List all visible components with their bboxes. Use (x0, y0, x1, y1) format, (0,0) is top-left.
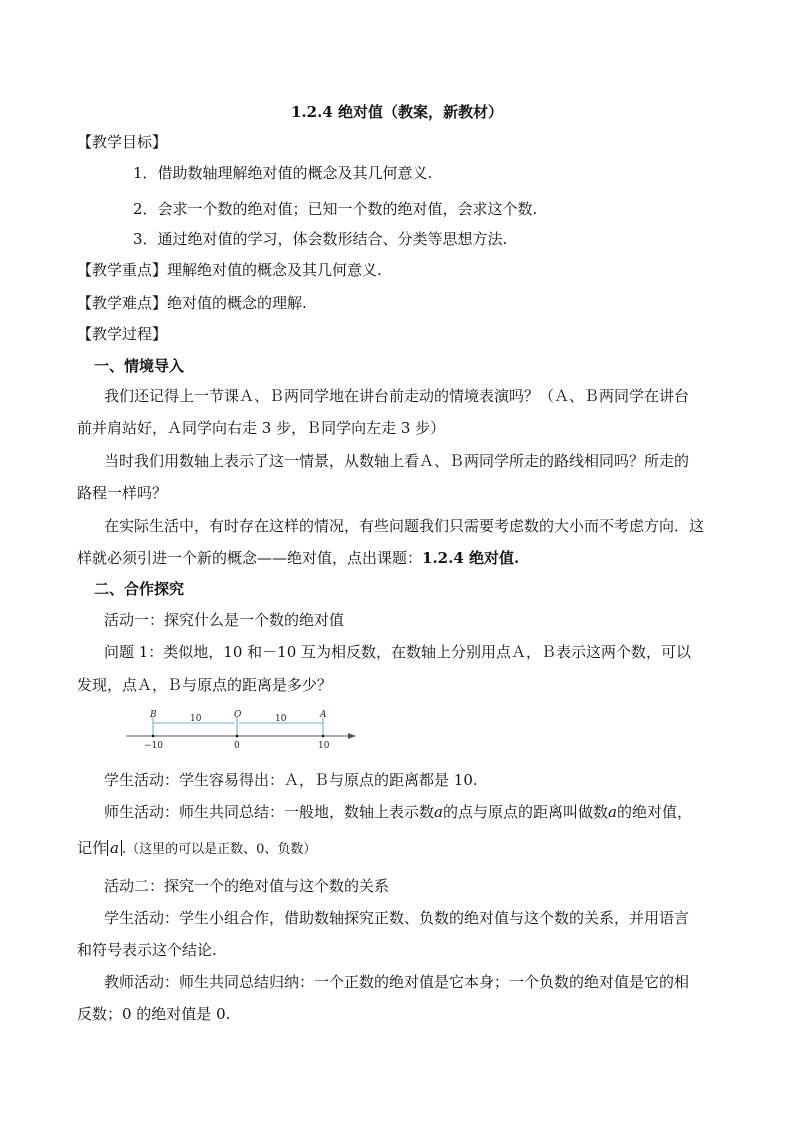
tick-label-0: 0 (234, 741, 240, 751)
goal-2: 2．会求一个数的绝对值；已知一个数的绝对值，会求这个数. (133, 200, 538, 218)
difficulty-text: 绝对值的概念的理解. (167, 294, 307, 312)
label-point-a: A (320, 710, 327, 720)
number-line-figure (120, 706, 360, 752)
difficulty-label: 【教学难点】 (77, 294, 168, 312)
question1-line2: 发现，点Ａ，Ｂ与原点的距离是多少？ (77, 676, 333, 694)
point-b-marker (152, 735, 155, 738)
label-seg-right: 10 (275, 714, 287, 724)
variable-a: a (434, 803, 443, 821)
para3-line1: 在实际生活中，有时存在这样的情况，有些问题我们只需要考虑数的大小而不考虑方向．这 (104, 517, 705, 535)
teacher-activity-1-part-c: 的绝对值， (616, 803, 692, 821)
goal-1: 1．借助数轴理解绝对值的概念及其几何意义. (133, 164, 433, 182)
student-activity-1: 学生活动：学生容易得出：Ａ，Ｂ与原点的距离都是 10. (104, 771, 478, 789)
lesson-topic: 1.2.4 绝对值. (422, 549, 520, 567)
label-seg-left: 10 (190, 714, 202, 724)
teacher-activity-1-part-b: 的点与原点的距离叫做数 (442, 803, 608, 821)
label-point-b: B (150, 710, 157, 720)
para3-text: 样就必须引进一个新的概念——绝对值，点出课题： (77, 549, 423, 567)
tick-label-neg10: −10 (144, 741, 163, 751)
para3-line2 (77, 548, 519, 568)
question1-line1: 问题 1：类似地，10 和－10 互为相反数，在数轴上分别用点Ａ，Ｂ表示这两个数，可以 (104, 643, 692, 661)
axis-arrow (348, 733, 356, 739)
difficulty-line (77, 293, 307, 313)
part2-heading: 二、合作探究 (94, 580, 185, 598)
activity2-title: 活动二：探究一个的绝对值与这个数的关系 (104, 877, 390, 895)
key-point-label: 【教学重点】 (77, 261, 168, 279)
goal-3: 3．通过绝对值的学习，体会数形结合、分类等思想方法. (133, 230, 508, 248)
part1-heading: 一、情境导入 (94, 357, 185, 375)
document-title: 1.2.4 绝对值（教案，新教材） (291, 103, 503, 121)
para1-line2: 前并肩站好，Ａ同学向右走 3 步，Ｂ同学向左走 3 步） (77, 419, 446, 437)
point-a-marker (322, 735, 325, 738)
point-o-marker (236, 735, 239, 738)
number-line-svg (120, 706, 360, 752)
teacher-activity-2-line1: 教师活动：师生共同总结归纳：一个正数的绝对值是它本身；一个负数的绝对值是它的相 (104, 973, 690, 991)
activity1-title: 活动一：探究什么是一个数的绝对值 (104, 611, 345, 629)
notation-prefix: 记作 (77, 839, 108, 857)
absolute-value-notation: a (107, 840, 122, 856)
process-heading: 【教学过程】 (77, 325, 168, 343)
notation-line (77, 838, 316, 860)
tick-label-10: 10 (318, 741, 330, 751)
para2-line2: 路程一样吗？ (77, 484, 168, 502)
teacher-activity-1-part-a: 师生活动：师生共同总结：一般地，数轴上表示数 (104, 803, 435, 821)
label-point-o: O (234, 710, 242, 720)
teacher-activity-1 (104, 802, 692, 822)
goals-heading: 【教学目标】 (77, 133, 168, 151)
notation-suffix: .（这里的可以是正数、0、负数） (121, 842, 317, 857)
para2-line1: 当时我们用数轴上表示了这一情景，从数轴上看Ａ、Ｂ两同学所走的路线相同吗？所走的 (104, 452, 690, 470)
teacher-activity-2-line2: 反数；0 的绝对值是 0. (77, 1005, 231, 1023)
para1-line1: 我们还记得上一节课Ａ、Ｂ两同学地在讲台前走动的情境表演吗？（Ａ、Ｂ两同学在讲台 (104, 387, 690, 405)
student-activity-2-line1: 学生活动：学生小组合作，借助数轴探究正数、负数的绝对值与这个数的关系，并用语言 (104, 909, 690, 927)
key-point-text: 理解绝对值的概念及其几何意义. (167, 261, 382, 279)
student-activity-2-line2: 和符号表示这个结论. (77, 941, 217, 959)
key-point-line (77, 260, 382, 280)
variable-a: a (607, 803, 617, 821)
